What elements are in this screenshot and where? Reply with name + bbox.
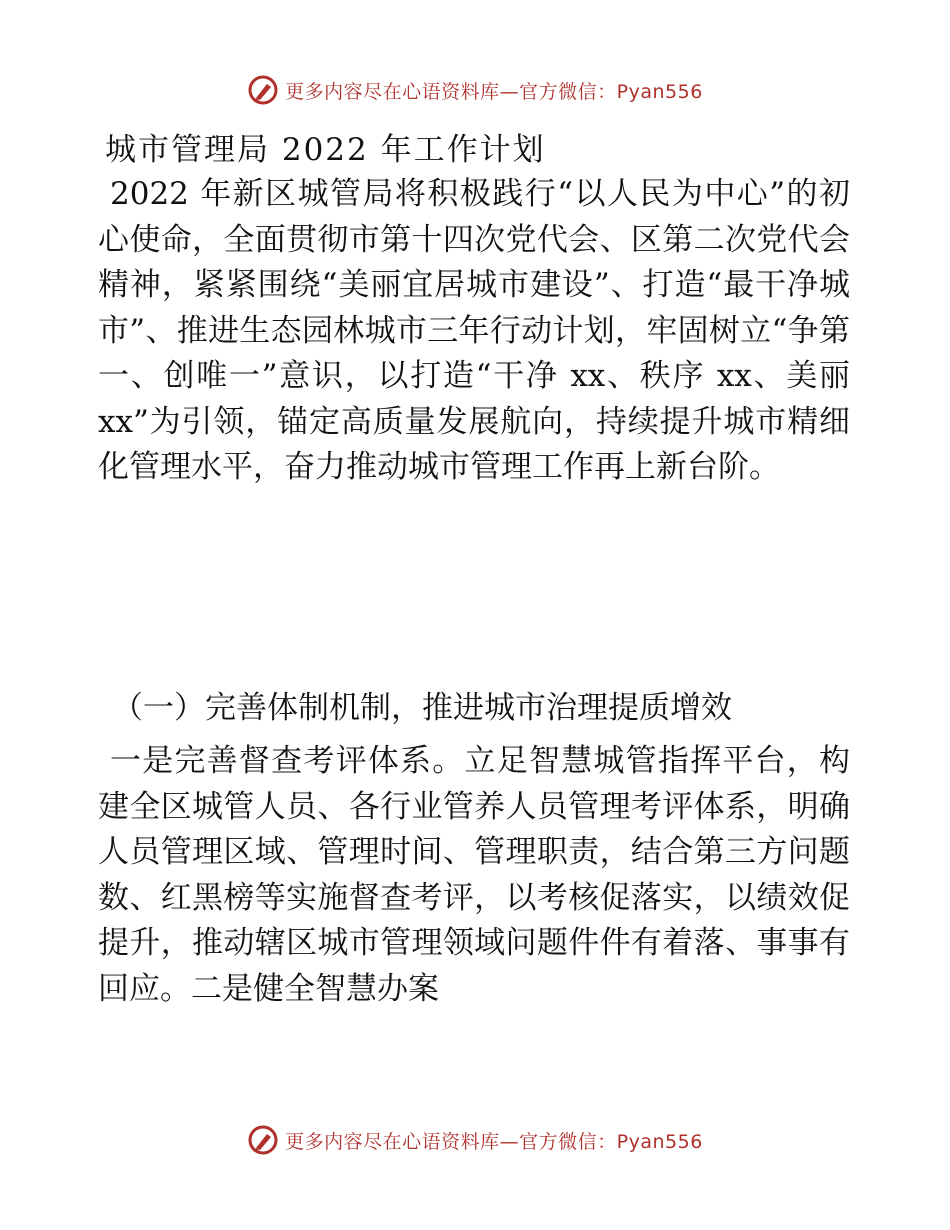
page-title: 城市管理局 2022 年工作计划 — [105, 132, 546, 168]
section-heading: （一）完善体制机制，推进城市治理提质增效 — [112, 690, 732, 726]
footer-watermark — [0, 1124, 950, 1156]
watermark-text: 更多内容尽在心语资料库—官方微信：Pyan556 — [285, 80, 703, 103]
watermark-text: 更多内容尽在心语资料库—官方微信：Pyan556 — [285, 1130, 703, 1153]
intro-paragraph: 2022 年新区城管局将积极践行“以人民为中心”的初心使命，全面贯彻市第十四次党代会、区第二次党代会精神，紧紧围绕“美丽宜居城市建设”、打造“最干净城市”、推进生态园林城市三年行动计划，牢固树立“争第一、创唯一”意识，以打造“干净 xx、秩序 xx、美丽 xx”为引领，锚定高质量发展航向，持续提升城市精细化管理水平，奋力推动城市管理工作再上新台阶。 — [98, 176, 850, 485]
header-watermark — [0, 74, 950, 106]
pen-logo-icon — [247, 74, 279, 106]
body-paragraph: 一是完善督查考评体系。立足智慧城管指挥平台，构建全区城管人员、各行业管养人员管理考评体系，明确人员管理区域、管理时间、管理职责，结合第三方问题数、红黑榜等实施督查考评，以考核促落实，以绩效促提升，推动辖区城市管理领域问题件件有着落、事事有回应。二是健全智慧办案 — [98, 743, 850, 1007]
pen-logo-icon — [247, 1124, 279, 1156]
